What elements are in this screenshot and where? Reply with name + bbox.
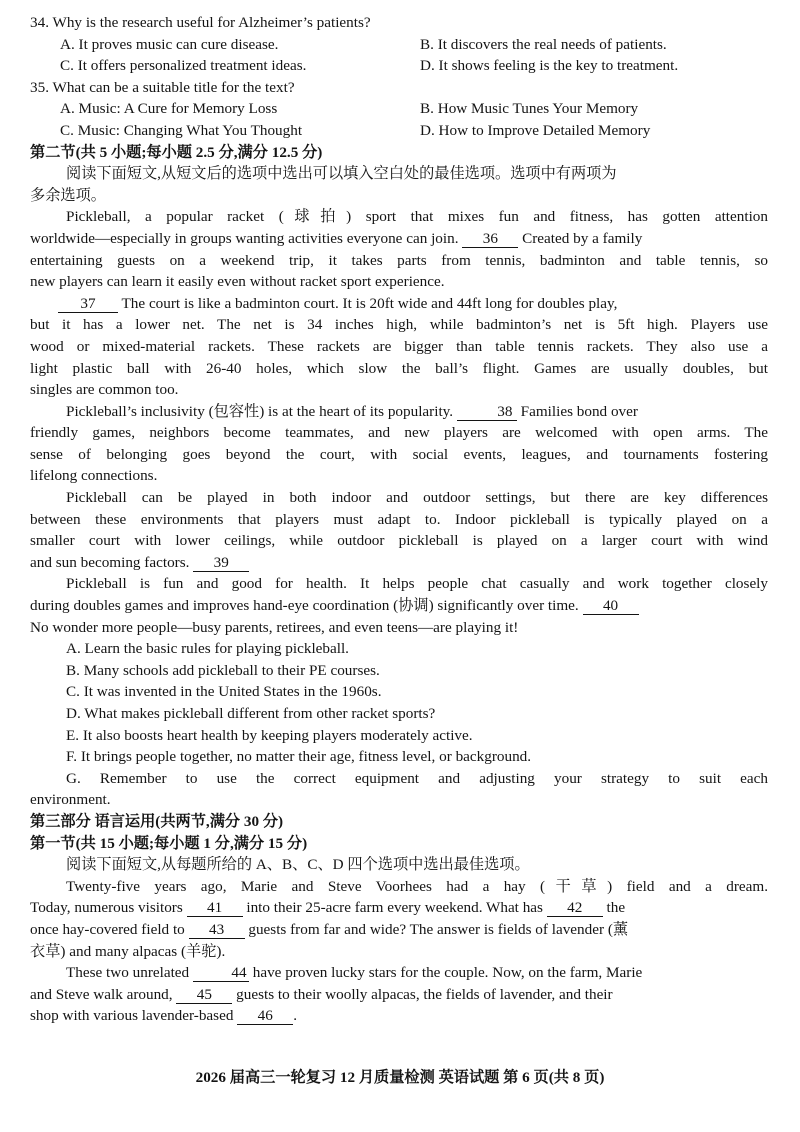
passage-p3-line2: friendly games, neighbors become teammates, and new players are welcomed with open arms. The bbox=[30, 424, 768, 442]
blank-42[interactable]: 42 bbox=[547, 900, 603, 917]
q34-options-row2 bbox=[30, 55, 768, 77]
passage-p2-line1: 37 The court is like a badminton court. It is 20ft wide and 44ft long for doubles play, bbox=[30, 293, 768, 315]
q35-option-c: C. Music: Changing What You Thought bbox=[60, 121, 303, 139]
passage-p4-line2: between these environments that players must adapt to. Indoor pickleball is typically played on a bbox=[30, 510, 768, 528]
cloze-p1-line1: Twenty-five years ago, Marie and Steve Voorhees had a hay (干草) field and a dream. bbox=[66, 877, 768, 895]
q34-option-d: D. It shows feeling is the key to treatment. bbox=[420, 57, 679, 75]
q35-option-b: B. How Music Tunes Your Memory bbox=[420, 100, 639, 118]
q35-option-a: A. Music: A Cure for Memory Loss bbox=[60, 100, 278, 118]
passage-p4-line4: and sun becoming factors. 39 bbox=[30, 552, 768, 574]
option-a: A. Learn the basic rules for playing pickleball. bbox=[66, 640, 349, 658]
part3-heading: 第三部分 语言运用(共两节,满分 30 分) bbox=[30, 812, 284, 830]
passage-p2-line2: but it has a lower net. The net is 34 inches high, while badminton’s net is 5ft high. Players use bbox=[30, 316, 768, 334]
blank-45[interactable]: 45 bbox=[176, 987, 232, 1004]
passage-p5-line1: Pickleball is fun and good for health. It helps people chat casually and work together closely bbox=[66, 575, 768, 593]
passage-p1-line2: worldwide—especially in groups wanting activities everyone can join. 36 Created by a family bbox=[30, 229, 643, 247]
option-c: C. It was invented in the United States in the 1960s. bbox=[66, 683, 382, 701]
passage-p2-line3: wood or mixed-material rackets. These rackets are bigger than table tennis rackets. They also use a bbox=[30, 337, 768, 355]
option-g-cont: environment. bbox=[30, 791, 111, 809]
q34-option-b: B. It discovers the real needs of patients. bbox=[420, 35, 667, 53]
passage-p2-line5: singles are common too. bbox=[30, 381, 179, 399]
passage-p5-line2: during doubles games and improves hand-eye coordination (协调) significantly over time. 40 bbox=[30, 595, 768, 617]
q34-option-a: A. It proves music can cure disease. bbox=[60, 35, 279, 53]
section2-instruction: 阅读下面短文,从短文后的选项中选出可以填入空白处的最佳选项。选项中有两项为 bbox=[66, 165, 617, 183]
q35-options-row1 bbox=[30, 98, 768, 120]
passage-p5-line3: No wonder more people—busy parents, retirees, and even teens—are playing it! bbox=[30, 618, 519, 636]
part3-sub-heading: 第一节(共 15 小题;每小题 1 分,满分 15 分) bbox=[30, 834, 308, 852]
q35-options-row2 bbox=[30, 120, 768, 142]
option-b: B. Many schools add pickleball to their PE courses. bbox=[66, 661, 380, 679]
blank-46[interactable]: 46 bbox=[237, 1008, 293, 1025]
passage-p1-line1: Pickleball, a popular racket (球拍) sport that mixes fun and fitness, has gotten attention bbox=[66, 208, 768, 226]
q34-options-row1 bbox=[30, 34, 768, 56]
exam-page bbox=[30, 12, 768, 1027]
passage-p2-line4: light plastic ball with 26-40 holes, which slow the ball’s flight. Games are usually doubles, but bbox=[30, 359, 768, 377]
cloze-p2-line3: shop with various lavender-based 46 . bbox=[30, 1007, 298, 1025]
option-f: F. It brings people together, no matter their age, fitness level, or background. bbox=[66, 748, 532, 766]
q34-option-c: C. It offers personalized treatment ideas. bbox=[60, 57, 307, 75]
passage-p4-line3: smaller court with lower ceilings, while outdoor pickleball is played on a larger court with wind bbox=[30, 532, 768, 550]
q34-stem: 34. Why is the research useful for Alzheimer’s patients? bbox=[30, 14, 371, 31]
blank-37[interactable]: 37 bbox=[58, 296, 118, 313]
passage-p4-line1: Pickleball can be played in both indoor and outdoor settings, but there are key differences bbox=[66, 489, 768, 507]
blank-40[interactable]: 40 bbox=[583, 598, 639, 615]
blank-41[interactable]: 41 bbox=[187, 900, 243, 917]
section2-instruction-cont: 多余选项。 bbox=[30, 186, 106, 204]
section2-heading: 第二节(共 5 小题;每小题 2.5 分,满分 12.5 分) bbox=[30, 143, 323, 161]
passage-p3-line4: lifelong connections. bbox=[30, 467, 158, 485]
page-footer: 2026 届高三一轮复习 12 月质量检测 英语试题 第 6 页(共 8 页) bbox=[195, 1069, 605, 1086]
cloze-p1-line4: 衣草) and many alpacas (羊驼). bbox=[30, 942, 226, 960]
part3-instruction: 阅读下面短文,从每题所给的 A、B、C、D 四个选项中选出最佳选项。 bbox=[66, 856, 530, 874]
passage-p1-line4: new players can learn it easily even without racket sport experience. bbox=[30, 273, 445, 291]
cloze-p1-line2: Today, numerous visitors 41 into their 25-acre farm every weekend. What has 42 the bbox=[30, 899, 626, 917]
option-e: E. It also boosts heart health by keeping players moderately active. bbox=[66, 726, 473, 744]
cloze-p2-line2: and Steve walk around, 45 guests to their woolly alpacas, the fields of lavender, and their bbox=[30, 985, 613, 1003]
cloze-p1-line3: once hay-covered field to 43 guests from far and wide? The answer is fields of lavender (薰 bbox=[30, 920, 629, 938]
cloze-p2-line1: These two unrelated 44 have proven lucky stars for the couple. Now, on the farm, Marie bbox=[66, 964, 643, 982]
blank-43[interactable]: 43 bbox=[189, 922, 245, 939]
blank-38[interactable]: 38 bbox=[457, 404, 517, 421]
blank-36[interactable]: 36 bbox=[462, 231, 518, 248]
passage-p3-line1: Pickleball’s inclusivity (包容性) is at the heart of its popularity. 38 Families bond over bbox=[66, 402, 638, 420]
q35-stem: 35. What can be a suitable title for the text? bbox=[30, 78, 295, 96]
q35-option-d: D. How to Improve Detailed Memory bbox=[420, 121, 651, 139]
blank-39[interactable]: 39 bbox=[193, 555, 249, 572]
option-d: D. What makes pickleball different from other racket sports? bbox=[66, 705, 436, 722]
passage-p3-line3: sense of belonging goes beyond the court, with social events, leagues, and tournaments fostering bbox=[30, 445, 768, 463]
option-g: G. Remember to use the correct equipment and adjusting your strategy to suit each bbox=[66, 769, 768, 787]
passage-p1-line3: entertaining guests on a weekend trip, it takes parts from tennis, badminton and table tennis, so bbox=[30, 251, 768, 269]
blank-44[interactable]: 44 bbox=[193, 965, 249, 982]
